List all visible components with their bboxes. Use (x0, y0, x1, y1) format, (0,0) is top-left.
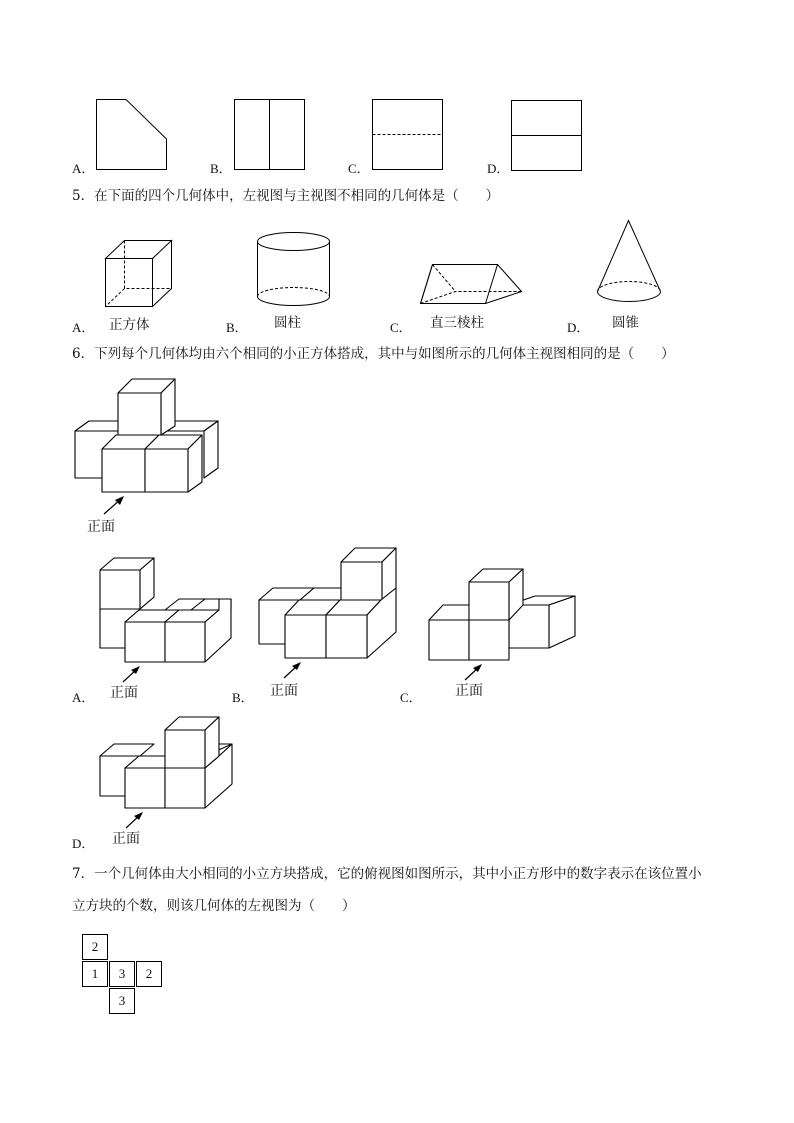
q6-option-c-figure (428, 568, 578, 662)
q4-option-b-figure (234, 99, 306, 171)
q5-option-a-letter[interactable]: A． (72, 320, 95, 335)
q4-option-d-letter[interactable]: D． (487, 161, 510, 176)
q5-option-d-caption: 圆锥 (612, 315, 639, 331)
q6-option-a-figure (99, 558, 233, 664)
q4-option-c-figure (372, 99, 444, 171)
q5-text: 5．在下面的四个几何体中，左视图与主视图不相同的几何体是（ ） (72, 188, 500, 204)
triangular-prism-figure (420, 260, 524, 306)
q4-option-b-letter[interactable]: B． (210, 161, 232, 176)
q6-option-b-letter[interactable]: B． (232, 690, 254, 705)
q6-main-figure (74, 378, 224, 496)
q6-option-d-figure (99, 716, 235, 812)
q6-option-b-arrow (281, 660, 305, 682)
grid-cell: 2 (136, 961, 162, 987)
cone-figure (596, 219, 664, 305)
q5-option-b-letter[interactable]: B． (226, 320, 248, 335)
q6-option-b-front-label: 正面 (270, 683, 298, 699)
q4-option-a-figure (96, 99, 168, 171)
q6-option-c-letter[interactable]: C． (400, 690, 422, 705)
q6-option-d-letter[interactable]: D． (72, 836, 95, 851)
q5-option-c-letter[interactable]: C． (390, 320, 412, 335)
cylinder-figure (256, 232, 336, 308)
q6-option-b-figure (258, 548, 400, 660)
q4-option-c-letter[interactable]: C． (348, 161, 370, 176)
grid-cell: 3 (109, 988, 135, 1014)
q5-option-a-caption: 正方体 (109, 317, 150, 333)
q6-main-front-label: 正面 (87, 519, 115, 535)
q7-top-view-grid (82, 934, 164, 1016)
q6-option-c-front-label: 正面 (455, 683, 483, 699)
q6-option-a-front-label: 正面 (110, 685, 138, 701)
q6-option-a-letter[interactable]: A． (72, 690, 95, 705)
q6-text: 6．下列每个几何体均由六个相同的小正方体搭成，其中与如图所示的几何体主视图相同的是（ ） (72, 346, 675, 362)
q7-text-line1: 7．一个几何体由大小相同的小立方块搭成，它的俯视图如图所示，其中小正方形中的数字表示在该位置小 (72, 866, 702, 882)
q7-text-line2: 立方块的个数，则该几何体的左视图为（ ） (72, 898, 356, 914)
q6-main-arrow (100, 494, 128, 518)
grid-cell: 1 (82, 961, 108, 987)
q5-option-b-caption: 圆柱 (274, 315, 301, 331)
grid-cell: 3 (109, 961, 135, 987)
q5-option-c-caption: 直三棱柱 (430, 315, 484, 331)
grid-cell: 2 (82, 934, 108, 960)
q5-option-d-letter[interactable]: D． (567, 320, 590, 335)
q4-option-a-letter[interactable]: A． (72, 161, 95, 176)
cube-figure (105, 240, 175, 310)
q4-option-d-figure (511, 100, 583, 172)
q6-option-d-front-label: 正面 (112, 831, 140, 847)
